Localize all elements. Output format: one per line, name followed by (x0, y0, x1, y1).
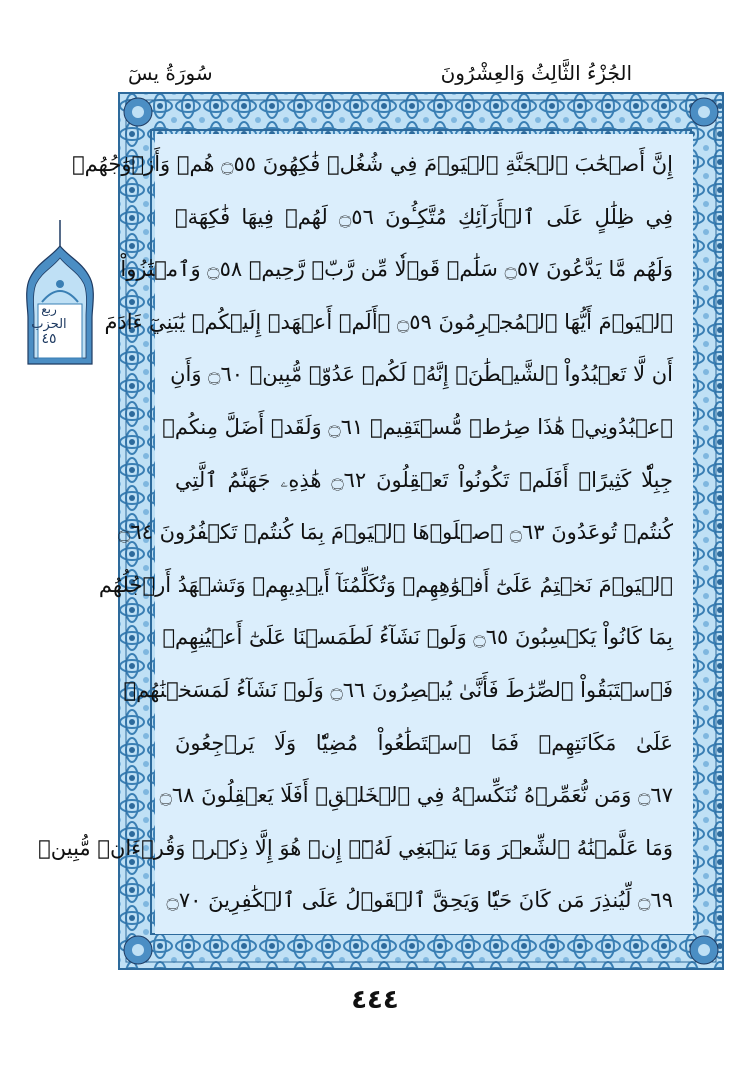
hizb-label-quarter: ربع (41, 302, 57, 316)
verse-line: وَمَا عَلَّمۡنَٰهُ ٱلشِّعۡرَ وَمَا يَنۢبَغِي لَهُۥٓۚ إِنۡ هُوَ إِلَّا ذِكۡرٞ وَقُرۡءَانٞ مُّبِينٞ (38, 835, 673, 860)
juz-title: الجُزْءُ الثَّالِثُ وَالعِشْرُونَ (440, 61, 632, 85)
hizb-label-number: ٤٥ (41, 331, 57, 347)
surah-title: سُورَةُ يسٓ (128, 61, 213, 85)
verse-line: فِي ظِلَٰلٍ عَلَى ٱلۡأَرَآئِكِ مُتَّكِـُٔونَ ۝٥٦ لَهُمۡ فِيهَا فَٰكِهَةٞ (175, 204, 673, 229)
verse-line: كُنتُمۡ تُوعَدُونَ ۝٦٣ ٱصۡلَوۡهَا ٱلۡيَوۡمَ بِمَا كُنتُمۡ تَكۡفُرُونَ ۝٦٤ (118, 520, 673, 545)
verse-line: ٱلۡيَوۡمَ نَخۡتِمُ عَلَىٰٓ أَفۡوَٰهِهِمۡ وَتُكَلِّمُنَآ أَيۡدِيهِمۡ وَتَشۡهَدُ أَرۡجُلُهُم (98, 572, 673, 597)
verse-line: بِمَا كَانُواْ يَكۡسِبُونَ ۝٦٥ وَلَوۡ نَشَآءُ لَطَمَسۡنَا عَلَىٰٓ أَعۡيُنِهِمۡ (162, 625, 673, 650)
verse-line: أَن لَّا تَعۡبُدُواْ ٱلشَّيۡطَٰنَۖ إِنَّهُۥ لَكُمۡ عَدُوّٞ مُّبِينٞ ۝٦٠ وَأَنِ (170, 362, 673, 387)
hizb-label (22, 302, 76, 347)
verse-line: عَلَىٰ مَكَانَتِهِمۡ فَمَا ٱسۡتَطَٰعُواْ مُضِيّٗا وَلَا يَرۡجِعُونَ (175, 730, 673, 755)
verse-line: وَلَهُم مَّا يَدَّعُونَ ۝٥٧ سَلَٰمٞ قَوۡلٗا مِّن رَّبّٖ رَّحِيمٖ ۝٥٨ وَٱمۡتَٰزُواْ (120, 257, 673, 282)
page-number: ٤٤٤ (351, 985, 399, 1015)
verse-line: إِنَّ أَصۡحَٰبَ ٱلۡجَنَّةِ ٱلۡيَوۡمَ فِي شُغُلٖ فَٰكِهُونَ ۝٥٥ هُمۡ وَأَزۡوَٰجُهُمۡ (72, 152, 673, 176)
verse-line: ۝٦٧ وَمَن نُّعَمِّرۡهُ نُنَكِّسۡهُ فِي ٱلۡخَلۡقِۚ أَفَلَا يَعۡقِلُونَ ۝٦٨ (159, 783, 673, 808)
hizb-label-hizb: الحزب (31, 317, 67, 332)
verse-line: ٱعۡبُدُونِيۚ هَٰذَا صِرَٰطٞ مُّسۡتَقِيمٞ ۝٦١ وَلَقَدۡ أَضَلَّ مِنكُمۡ (162, 415, 673, 439)
verse-line: ٱلۡيَوۡمَ أَيُّهَا ٱلۡمُجۡرِمُونَ ۝٥٩ ۞أَلَمۡ أَعۡهَدۡ إِلَيۡكُمۡ يَٰبَنِيٓ ءَادَمَ (104, 309, 673, 334)
verse-line: فَٱسۡتَبَقُواْ ٱلصِّرَٰطَ فَأَنَّىٰ يُبۡصِرُونَ ۝٦٦ وَلَوۡ نَشَآءُ لَمَسَخۡنَٰهُمۡ (123, 678, 673, 702)
verse-line: جِبِلّٗا كَثِيرًاۖ أَفَلَمۡ تَكُونُواْ تَعۡقِلُونَ ۝٦٢ هَٰذِهِۦ جَهَنَّمُ ٱلَّتِي (175, 467, 673, 492)
verse-line: ۝٦٩ لِّيُنذِرَ مَن كَانَ حَيّٗا وَيَحِقَّ ٱلۡقَوۡلُ عَلَى ٱلۡكَٰفِرِينَ ۝٧٠ (166, 888, 673, 913)
